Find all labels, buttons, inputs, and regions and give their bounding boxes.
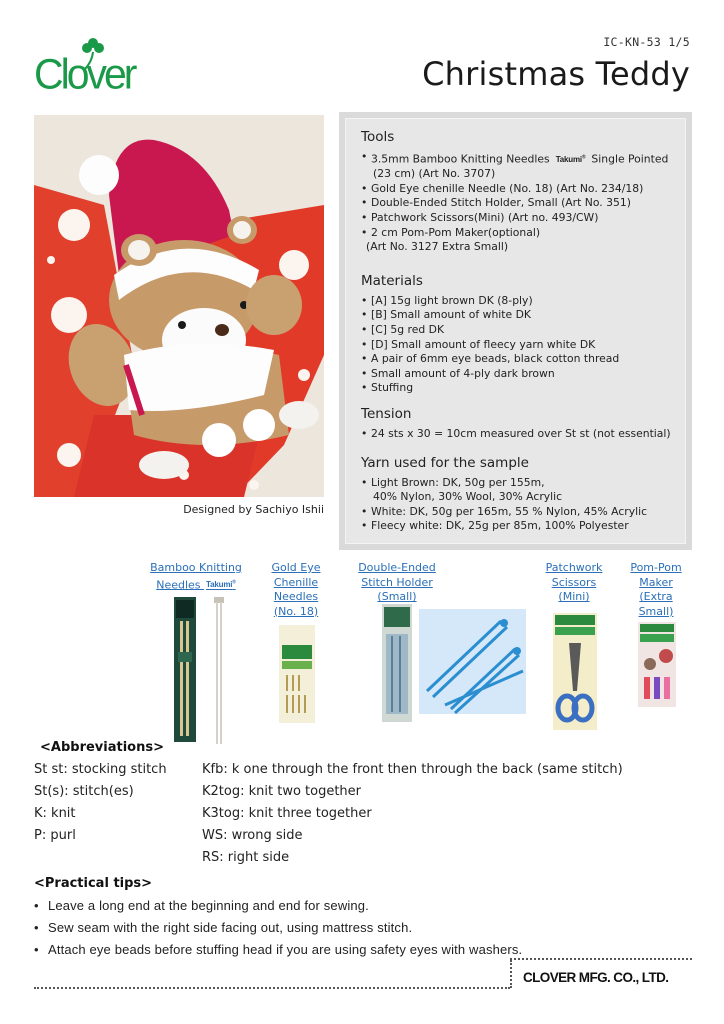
document-code: IC-KN-53 1/5: [603, 35, 690, 49]
yarn-item: • Fleecy white: DK, 25g per 85m, 100% Polyester: [361, 519, 685, 534]
tension-heading: Tension: [361, 405, 412, 422]
abbreviations-heading: <Abbreviations>: [40, 740, 164, 755]
info-panel: [339, 112, 692, 550]
material-item: • [A] 15g light brown DK (8-ply): [361, 294, 685, 309]
footer-divider: [510, 960, 512, 988]
abbreviations-column-1: [34, 759, 167, 847]
yarn-section: [361, 455, 685, 534]
tool-item: • 2 cm Pom-Pom Maker(optional): [361, 226, 685, 241]
abbreviation-item: Kfb: k one through the front then through the back (same stitch): [202, 762, 623, 777]
product-link-pompom-maker[interactable]: Pom-Pom Maker (Extra Small): [630, 561, 682, 618]
abbreviation-item: K: knit: [34, 806, 76, 821]
materials-section: [361, 273, 685, 396]
practical-tips-heading: <Practical tips>: [34, 876, 153, 891]
footer-divider: [34, 987, 510, 989]
material-item: • Small amount of 4-ply dark brown: [361, 367, 685, 382]
material-item: • Stuffing: [361, 381, 685, 396]
takumi-badge: Takumi®: [555, 154, 586, 164]
product-link-bamboo-needles[interactable]: Bamboo Knitting Needles Takumi®: [150, 561, 242, 592]
bamboo-needles-image: [212, 597, 226, 744]
material-item: • A pair of 6mm eye beads, black cotton thread: [361, 352, 685, 367]
tool-item: • Gold Eye chenille Needle (No. 18) (Art No. 234/18): [361, 182, 685, 197]
abbreviation-item: P: purl: [34, 828, 76, 843]
pompom-maker-image: [638, 622, 676, 707]
bamboo-needles-package-image: [174, 597, 196, 742]
abbreviations-column-2: [202, 759, 623, 869]
clover-logo: [34, 36, 174, 90]
yarn-item: • Light Brown: DK, 50g per 155m, 40% Nylon, 30% Wool, 30% Acrylic: [361, 476, 685, 505]
tension-section: [361, 406, 685, 442]
tool-item: • 3.5mm Bamboo Knitting Needles Takumi® Single Pointed (23 cm) (Art No. 3707): [361, 150, 685, 182]
product-link-gold-eye-needles[interactable]: Gold Eye Chenille Needles (No. 18): [271, 561, 321, 618]
tools-section: [361, 129, 685, 255]
material-item: • [D] Small amount of fleecy yarn white DK: [361, 338, 685, 353]
material-item: • [C] 5g red DK: [361, 323, 685, 338]
stitch-holder-image: [419, 609, 526, 714]
abbreviation-item: St st: stocking stitch: [34, 762, 167, 777]
scissors-image: [553, 613, 597, 730]
gold-eye-needles-image: [279, 625, 315, 723]
teddy-bear-image: [34, 115, 324, 497]
designer-credit: Designed by Sachiyo Ishii: [183, 503, 324, 516]
tip-item: • Leave a long end at the beginning and end for sewing.: [34, 895, 522, 917]
practical-tips-list: [34, 895, 522, 961]
product-link-scissors[interactable]: Patchwork Scissors (Mini): [545, 561, 603, 603]
abbreviation-item: RS: right side: [202, 850, 290, 865]
footer-divider: [510, 958, 692, 960]
materials-heading: Materials: [361, 272, 423, 289]
product-link-stitch-holder[interactable]: Double-Ended Stitch Holder (Small): [358, 561, 436, 603]
abbreviation-item: K2tog: knit two together: [202, 784, 362, 799]
tool-item: • Double-Ended Stitch Holder, Small (Art No. 351): [361, 196, 685, 211]
tip-item: • Sew seam with the right side facing out, using mattress stitch.: [34, 917, 522, 939]
clover-logo-icon: [34, 36, 174, 90]
abbreviation-item: St(s): stitch(es): [34, 784, 134, 799]
material-item: • [B] Small amount of white DK: [361, 308, 685, 323]
tools-heading: Tools: [361, 129, 395, 145]
svg-text:Clover: Clover: [34, 49, 135, 90]
company-name: CLOVER MFG. CO., LTD.: [523, 970, 669, 985]
takumi-badge: Takumi®: [206, 579, 236, 590]
yarn-heading: Yarn used for the sample: [361, 454, 529, 471]
yarn-item: • White: DK, 50g per 165m, 55 % Nylon, 45% Acrylic: [361, 505, 685, 520]
page-title: Christmas Teddy: [422, 55, 690, 93]
teddy-photo: [34, 115, 324, 497]
tool-item-continuation: (Art No. 3127 Extra Small): [366, 240, 509, 254]
stitch-holder-package-image: [382, 604, 412, 722]
abbreviation-item: K3tog: knit three together: [202, 806, 372, 821]
tip-item: • Attach eye beads before stuffing head if you are using safety eyes with washers.: [34, 939, 522, 961]
abbreviation-item: WS: wrong side: [202, 828, 303, 843]
tool-item: • Patchwork Scissors(Mini) (Art no. 493/CW): [361, 211, 685, 226]
tension-item: • 24 sts x 30 = 10cm measured over St st (not essential): [361, 427, 685, 442]
